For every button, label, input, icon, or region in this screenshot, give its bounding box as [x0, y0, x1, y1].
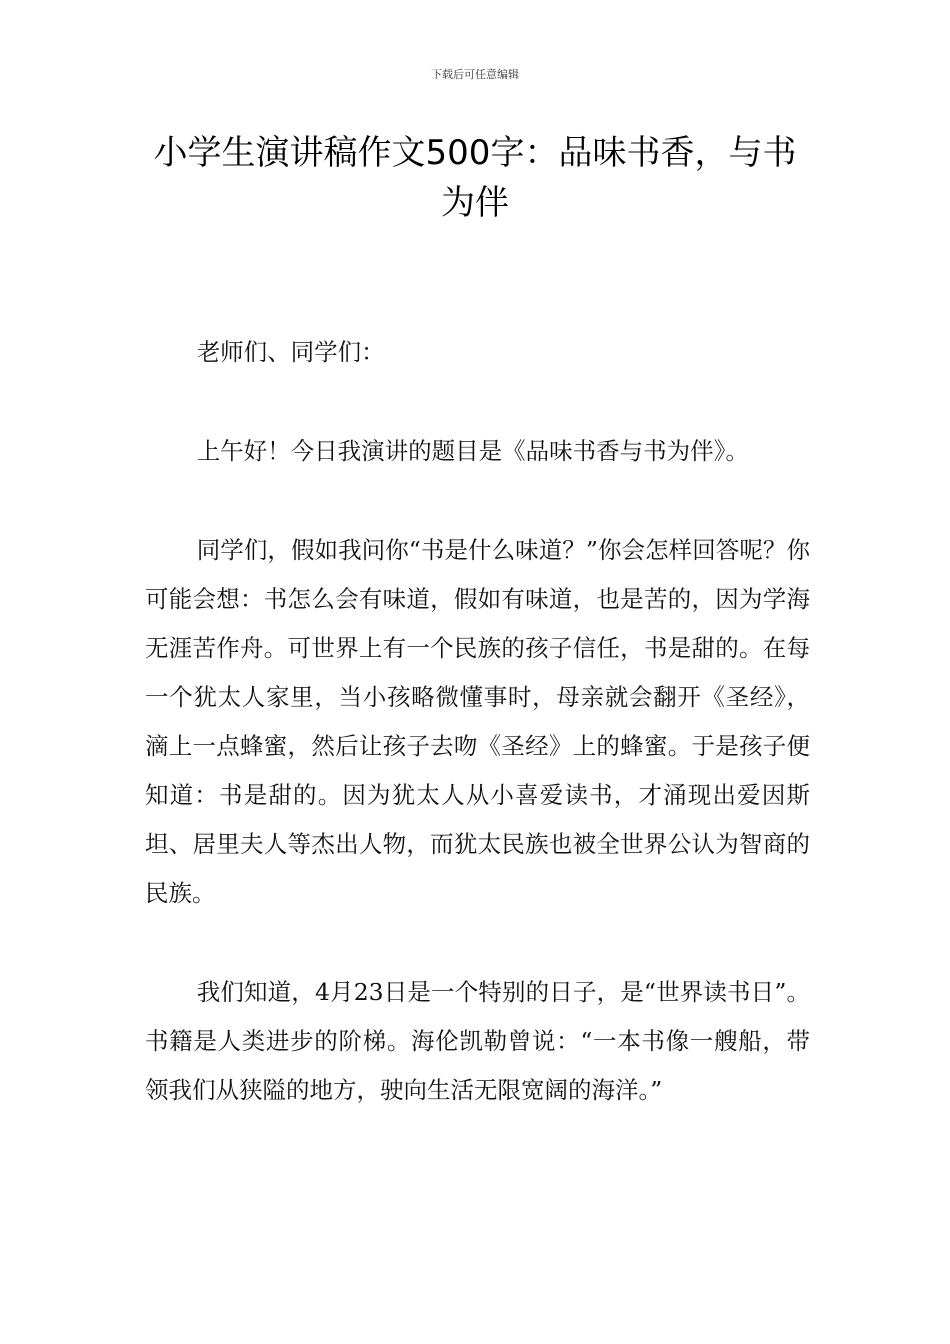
document-title: 小学生演讲稿作文500字：品味书香，与书为伴: [153, 133, 797, 223]
paragraph-greeting: 上午好！今日我演讲的题目是《品味书香与书为伴》。: [196, 437, 749, 465]
header-note: 下载后可任意编辑: [431, 68, 519, 81]
document-body: [145, 328, 810, 1115]
paragraph-world-book-day: 我们知道，4月23日是一个特别的日子，是“世界读书日”。书籍是人类进步的阶梯。海伦凯勒曾说：“一本书像一艘船，带领我们从狭隘的地方，驶向生活无限宽阔的海洋。”: [145, 978, 810, 1104]
paragraph-book-taste: 同学们，假如我问你“书是什么味道？”你会怎样回答呢？你可能会想：书怎么会有味道，假如有味道，也是苦的，因为学海无涯苦作舟。可世界上有一个民族的孩子信任，书是甜的。在每一个犹太人家里，当小孩略微懂事时，母亲就会翻开《圣经》，滴上一点蜂蜜，然后让孩子去吻《圣经》上的蜂蜜。于是孩子便知道：书是甜的。因为犹太人从小喜爱读书，才涌现出爱因斯坦、居里夫人等杰出人物，而犹太民族也被全世界公认为智商的民族。: [145, 536, 810, 907]
paragraph-salutation: 老师们、同学们：: [196, 338, 385, 366]
